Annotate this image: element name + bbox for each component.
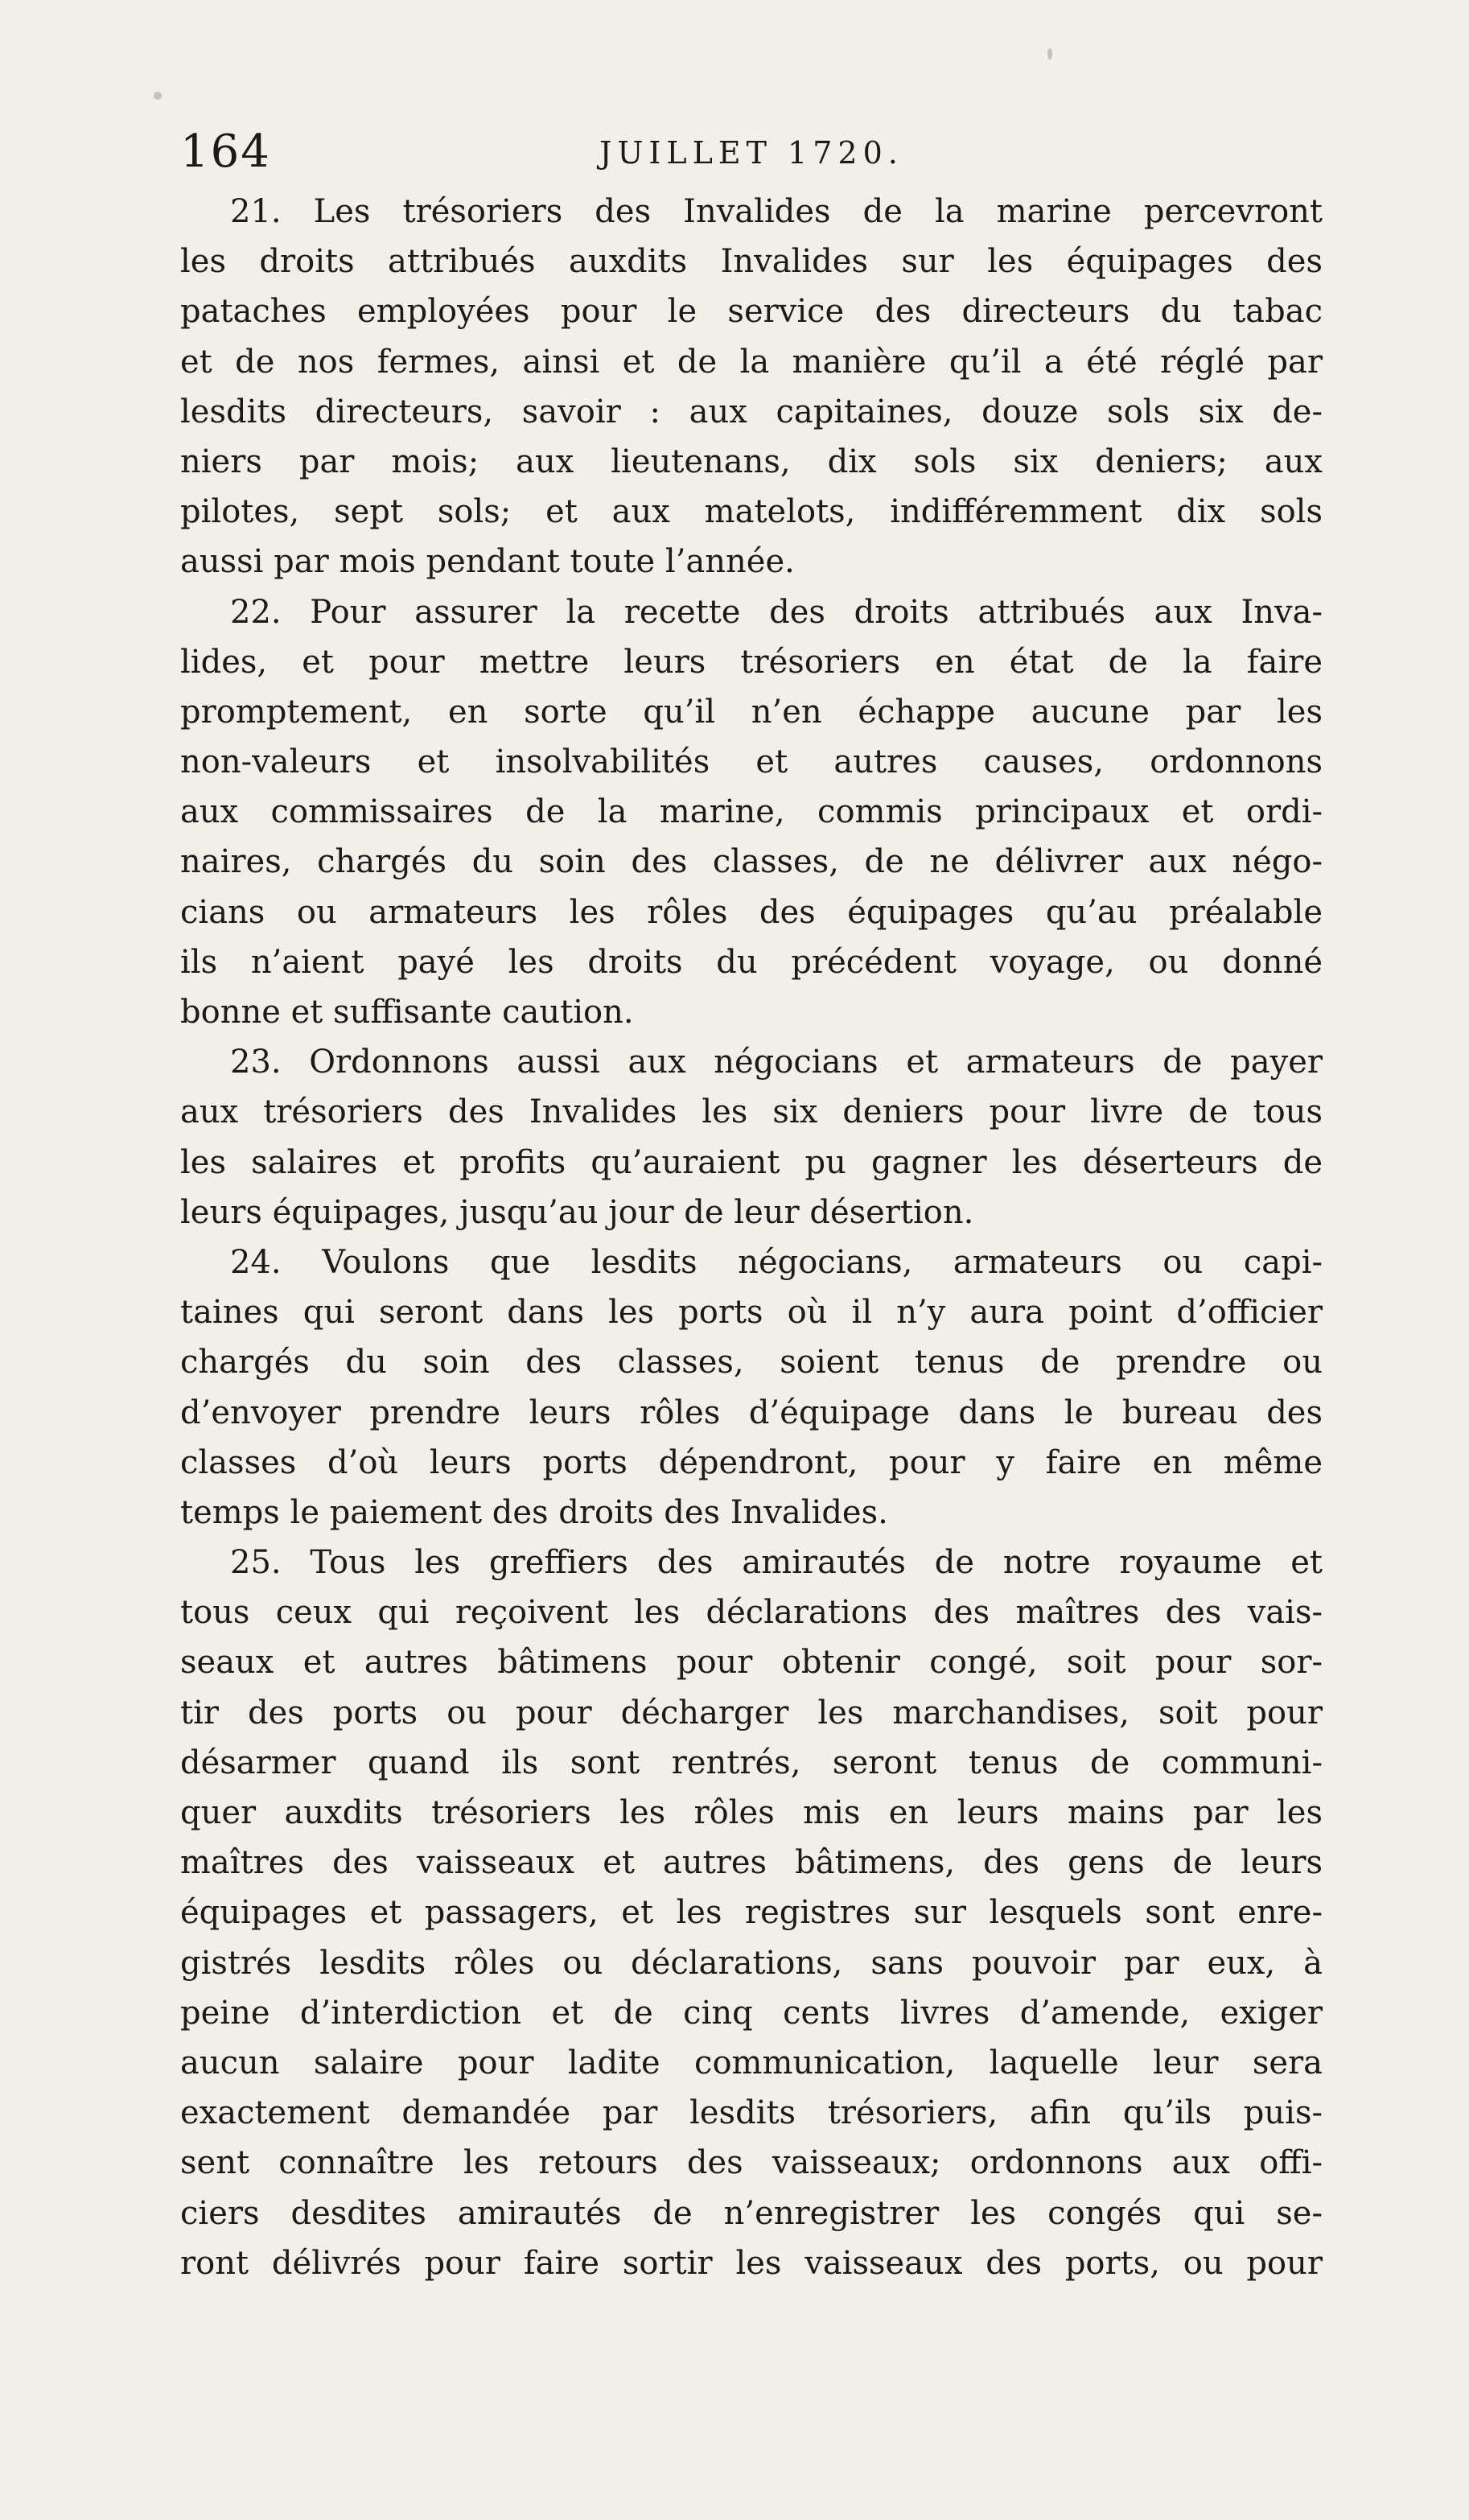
article-25-paragraph [180, 1538, 1323, 2288]
text-line: pataches employées pour le service des directeurs du tabac [180, 293, 1323, 331]
article-21-paragraph [180, 187, 1323, 587]
text-line: les salaires et profits qu’auraient pu gagner les déserteurs de [180, 1143, 1323, 1181]
text-line: peine d’interdiction et de cinq cents livres d’amende, exiger [180, 1994, 1323, 2032]
text-line: 25. Tous les greffiers des amirautés de notre royaume et [230, 1544, 1323, 1582]
text-line: ciers desdites amirautés de n’enregistrer les congés qui se- [180, 2194, 1323, 2232]
text-line: 24. Voulons que lesdits négocians, armateurs ou capi- [230, 1243, 1323, 1281]
text-line: leurs équipages, jusqu’au jour de leur désertion. [180, 1193, 974, 1231]
text-line: cians ou armateurs les rôles des équipages qu’au préalable [180, 893, 1323, 931]
text-line: taines qui seront dans les ports où il n’y aura point d’officier [180, 1294, 1323, 1332]
text-line: quer auxdits trésoriers les rôles mis en leurs mains par les [180, 1794, 1323, 1831]
text-line: sent connaître les retours des vaisseaux; ordonnons aux offi- [180, 2144, 1323, 2182]
text-line: lesdits directeurs, savoir : aux capitaines, douze sols six de- [180, 393, 1323, 430]
text-line: exactement demandée par lesdits trésoriers, afin qu’ils puis- [180, 2094, 1323, 2132]
text-line: 21. Les trésoriers des Invalides de la marine percevront [230, 193, 1323, 230]
text-line: tir des ports ou pour décharger les marchandises, soit pour [180, 1694, 1323, 1731]
text-line: niers par mois; aux lieutenans, dix sols six deniers; aux [180, 443, 1323, 480]
ink-spot [154, 92, 162, 100]
text-line: chargés du soin des classes, soient tenus de prendre ou [180, 1344, 1323, 1381]
text-line: promptement, en sorte qu’il n’en échappe aucune par les [180, 693, 1323, 731]
text-line: aucun salaire pour ladite communication, laquelle leur sera [180, 2044, 1323, 2081]
text-line: non-valeurs et insolvabilités et autres causes, ordonnons [180, 743, 1323, 781]
page-header [180, 126, 1323, 182]
text-line: pilotes, sept sols; et aux matelots, indifféremment dix sols [180, 493, 1323, 531]
text-line: aux trésoriers des Invalides les six deniers pour livre de tous [180, 1093, 1323, 1131]
text-line: 22. Pour assurer la recette des droits attribués aux Inva- [230, 593, 1323, 631]
text-line: ront délivrés pour faire sortir les vaisseaux des ports, ou pour [180, 2244, 1323, 2282]
text-line: désarmer quand ils sont rentrés, seront tenus de communi- [180, 1744, 1323, 1781]
running-head: JUILLET 1720. [599, 135, 903, 171]
text-line: temps le paiement des droits des Invalides. [180, 1493, 888, 1531]
article-24-paragraph [180, 1237, 1323, 1538]
text-line: les droits attribués auxdits Invalides sur les équipages des [180, 243, 1323, 281]
page-number: 164 [180, 126, 271, 178]
article-22-paragraph [180, 587, 1323, 1038]
text-line: équipages et passagers, et les registres sur lesquels sont enre- [180, 1894, 1323, 1932]
text-line: lides, et pour mettre leurs trésoriers en état de la faire [180, 643, 1323, 681]
text-line: maîtres des vaisseaux et autres bâtimens, des gens de leurs [180, 1844, 1323, 1882]
text-line: 23. Ordonnons aussi aux négocians et armateurs de payer [230, 1044, 1323, 1081]
article-23-paragraph [180, 1037, 1323, 1237]
ink-spot [1047, 48, 1052, 60]
text-line: seaux et autres bâtimens pour obtenir congé, soit pour sor- [180, 1644, 1323, 1682]
text-line: gistrés lesdits rôles ou déclarations, sans pouvoir par eux, à [180, 1944, 1323, 1982]
text-line: tous ceux qui reçoivent les déclarations des maîtres des vais- [180, 1594, 1323, 1632]
text-line: et de nos fermes, ainsi et de la manière qu’il a été réglé par [180, 343, 1323, 381]
text-line: aussi par mois pendant toute l’année. [180, 543, 795, 581]
text-line: bonne et suffisante caution. [180, 994, 634, 1031]
text-line: d’envoyer prendre leurs rôles d’équipage dans le bureau des [180, 1394, 1323, 1431]
text-line: classes d’où leurs ports dépendront, pour y faire en même [180, 1443, 1323, 1481]
text-line: ils n’aient payé les droits du précédent voyage, ou donné [180, 943, 1323, 981]
body-text [180, 187, 1323, 2288]
text-line: aux commissaires de la marine, commis principaux et ordi- [180, 793, 1323, 831]
text-line: naires, chargés du soin des classes, de ne délivrer aux négo- [180, 843, 1323, 881]
